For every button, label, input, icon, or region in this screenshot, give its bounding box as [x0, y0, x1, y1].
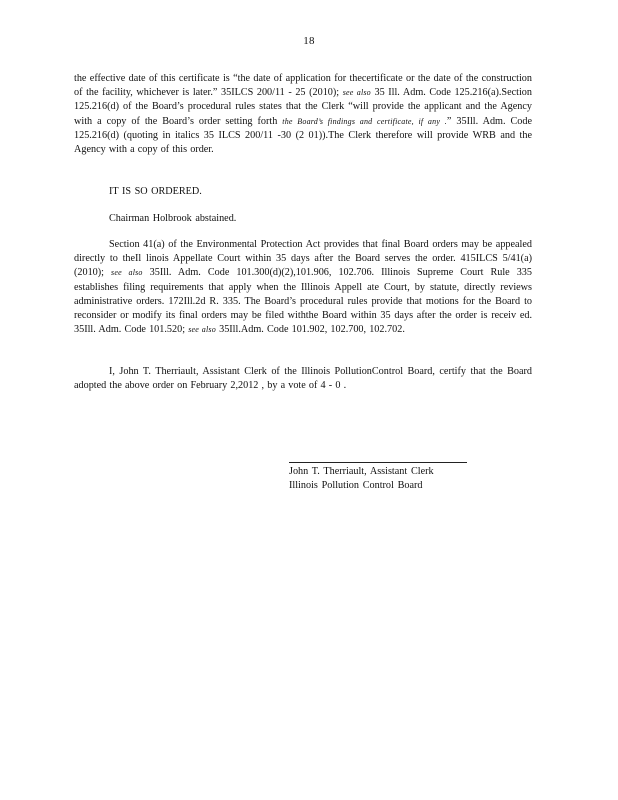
paragraph-1-text-b: 35 Ill. Adm. Code 125.216(a).Section 125.216(d) of the Board’s procedural rules states that the Clerk “will provide the applicant and the Agency with a copy of the Board’s order setting forth [74, 87, 532, 127]
certification-text-b: , by a vote of 4 - 0 . [258, 380, 347, 392]
paragraph-1-text-a: the effective date of this certificate is “the date of application for thecertificate or the date of the construction of the facility, whichever is later.” 35ILCS 200/11 - 25 (2010); [74, 73, 532, 99]
so-ordered-line: IT IS SO ORDERED. [109, 186, 202, 197]
adoption-date: February 2,2012 [190, 380, 259, 392]
paragraph-appeal-rights [74, 238, 532, 337]
see-also-citation: see also [111, 268, 143, 278]
signatory-organization: Illinois Pollution Control Board [289, 480, 423, 491]
paragraph-certification [74, 365, 532, 393]
certification-text-a: I, John T. Therriault, Assistant Clerk of the Illinois PollutionControl Board, certify that the Board adopted the above order on [74, 366, 532, 392]
paragraph-2-text-a: Section 41(a) of the Environmental Protection Act provides that final Board orders may be appealed directly to theIl linois Appellate Court within 35 days after the Board serves the order. 415ILCS 5/41(a) (2010); [74, 239, 532, 279]
paragraph-certificate-date [74, 72, 532, 157]
italic-quotation: the Board’s findings and certificate, if any . [282, 116, 447, 126]
signatory-name-title: John T. Therriault, Assistant Clerk [289, 466, 434, 477]
page-number: 18 [303, 35, 315, 47]
paragraph-1-text-c: ” 35Ill. Adm. Code 125.216(d) (quoting in italics 35 ILCS 200/11 -30 (2 01)).The Clerk therefore will provide WRB and the Agency with a copy of this order. [74, 115, 532, 156]
see-also-citation: see also [342, 88, 371, 98]
paragraph-2-text-b: 35Ill. Adm. Code 101.300(d)(2),101.906, 102.706. Illinois Supreme Court Rule 335 establishes filing requirements that apply when the Illinois Appell ate Court, by statute, directly reviews administrative orders. 172Ill.2d R. 335. The Board’s procedural rules provide that motions for the Board to reconsider or modify its final orders may be filed withthe Board within 35 days after the order is receiv ed. 35Ill. Adm. Code 101.520; [74, 267, 532, 336]
signature-line [289, 462, 467, 463]
abstention-line: Chairman Holbrook abstained. [109, 213, 237, 224]
paragraph-2-text-c: 35Ill.Adm. Code 101.902, 102.700, 102.702. [215, 324, 405, 336]
see-also-citation: see also [188, 325, 216, 335]
